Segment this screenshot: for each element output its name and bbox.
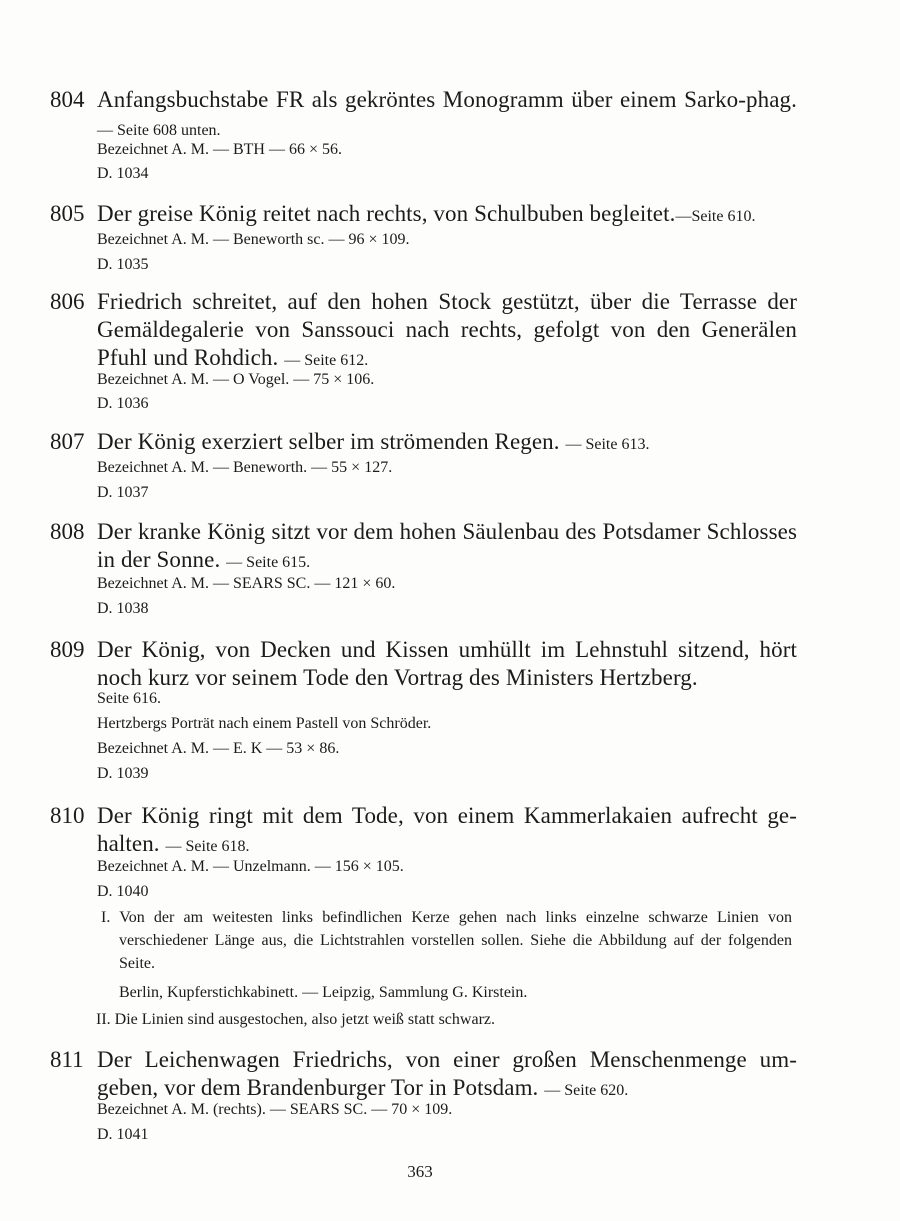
entry-title-text: Der Leichenwagen Friedrichs, von einer großen Menschenmenge um-geben, vor dem Brandenburger Tor in Potsdam. [97, 1047, 797, 1100]
entry-title-text: Der König exerziert selber im strömenden Regen. [97, 429, 560, 454]
entry-signature: Bezeichnet A. M. — BTH — 66 × 56. [97, 141, 342, 158]
entry-title [97, 200, 797, 231]
entry-d-number: D. 1036 [97, 395, 149, 412]
entry-d-number: D. 1037 [97, 484, 149, 501]
entry-page-ref: — Seite 615. [226, 554, 311, 571]
state-roman-numeral: II. [96, 1011, 111, 1028]
state-location: Berlin, Kupferstichkabinett. — Leipzig, Sammlung G. Kirstein. [119, 984, 528, 1001]
entry-number: 811 [50, 1047, 84, 1072]
entry-note: Hertzbergs Porträt nach einem Pastell von Schröder. [97, 715, 432, 732]
entry-page-ref: —Seite 610. [675, 208, 756, 225]
entry-number: 805 [50, 201, 85, 226]
entry-title-text: Anfangsbuchstabe FR als gekröntes Monogramm über einem Sarko-phag. [97, 87, 797, 112]
entry-title-text: Der König ringt mit dem Tode, von einem Kammerlakaien aufrecht ge-halten. [97, 803, 797, 856]
entry-number: 808 [50, 519, 85, 544]
entry-page-ref: — Seite 620. [544, 1082, 629, 1099]
entry-title [97, 1046, 797, 1105]
entry-number: 810 [50, 803, 85, 828]
entry-title [97, 288, 797, 375]
entry-number: 804 [50, 87, 85, 112]
entry-page-ref: — Seite 612. [284, 352, 369, 369]
state-one [101, 906, 792, 975]
entry-title [97, 86, 797, 145]
entry-page-ref: — Seite 613. [565, 436, 650, 453]
entry-signature: Bezeichnet A. M. — SEARS SC. — 121 × 60. [97, 575, 396, 592]
entry-title-text: Der kranke König sitzt vor dem hohen Säulenbau des Potsdamer Schlosses in der Sonne. [97, 519, 797, 572]
state-roman-numeral: I. [101, 909, 111, 926]
entry-signature: Bezeichnet A. M. — Beneworth sc. — 96 × 109. [97, 231, 410, 248]
page-number: 363 [407, 1162, 433, 1181]
entry-d-number: D. 1034 [97, 165, 149, 182]
entry-signature: Bezeichnet A. M. — E. K — 53 × 86. [97, 740, 340, 757]
entry-title [97, 428, 797, 459]
entry-title: Der König, von Decken und Kissen umhüllt im Lehnstuhl sitzend, hört noch kurz vor seinem Tode den Vortrag des Ministers Hertzberg. [97, 637, 797, 690]
state-description: Die Linien sind ausgestochen, also jetzt weiß statt schwarz. [114, 1011, 495, 1028]
entry-signature: Bezeichnet A. M. (rechts). — SEARS SC. — 70 × 109. [97, 1101, 453, 1118]
state-description: Von der am weitesten links befindlichen Kerze gehen nach links einzelne schwarze Linien von verschiedener Länge aus, die Lichtstrahlen vorstellen sollen. Siehe die Abbildung auf der folgenden Seite. [119, 909, 792, 972]
entry-page-ref: Seite 616. [97, 690, 161, 707]
entry-title-text: Friedrich schreitet, auf den hohen Stock gestützt, über die Terrasse der Gemäldegalerie von Sanssouci nach rechts, gefolgt von den Generälen Pfuhl und Rohdich. [97, 289, 797, 370]
entry-number: 809 [50, 637, 85, 662]
entry-d-number: D. 1040 [97, 883, 149, 900]
entry-page-ref: — Seite 608 unten. [97, 122, 221, 139]
entry-number: 806 [50, 289, 85, 314]
entry-d-number: D. 1038 [97, 600, 149, 617]
entry-signature: Bezeichnet A. M. — Beneworth. — 55 × 127. [97, 459, 393, 476]
entry-title [97, 518, 797, 577]
entry-signature: Bezeichnet A. M. — Unzelmann. — 156 × 105. [97, 858, 404, 875]
entry-d-number: D. 1041 [97, 1126, 149, 1143]
entry-signature: Bezeichnet A. M. — O Vogel. — 75 × 106. [97, 371, 375, 388]
entry-d-number: D. 1035 [97, 256, 149, 273]
entry-number: 807 [50, 429, 85, 454]
entry-title-text: Der greise König reitet nach rechts, von Schulbuben begleitet. [97, 201, 676, 226]
entry-page-ref: — Seite 618. [165, 838, 250, 855]
entry-d-number: D. 1039 [97, 765, 149, 782]
state-two [96, 1008, 786, 1031]
entry-title [97, 802, 797, 861]
